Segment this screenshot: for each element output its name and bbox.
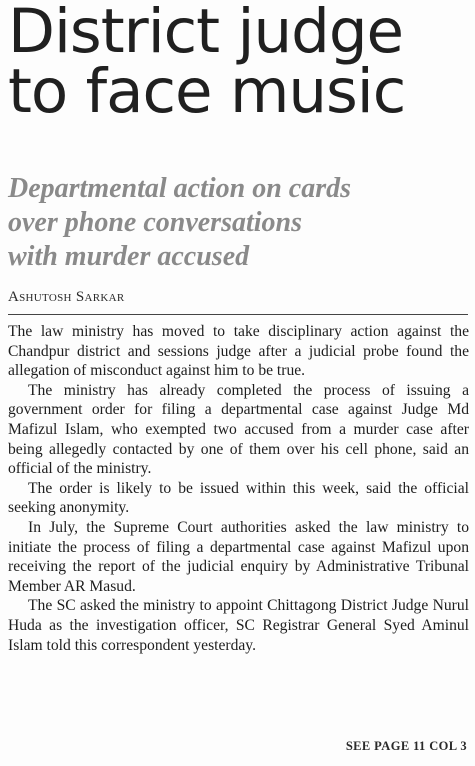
article-paragraph: The SC asked the ministry to appoint Chittagong District Judge Nurul Huda as the investigation officer, SC Registrar General Syed Aminul Islam told this correspondent yesterday.: [8, 597, 469, 654]
continuation-note: SEE PAGE 11 COL 3: [345, 739, 467, 753]
article-paragraph: The order is likely to be issued within this week, said the official seeking anonymity.: [8, 479, 469, 517]
article-paragraph: In July, the Supreme Court authorities asked the law ministry to initiate the process of filing a departmental case against Mafizul upon receiving the report of the judicial enquiry by Administrative Tribunal Member AR Masud.: [8, 518, 469, 595]
subheadline-line: Departmental action on cards: [8, 173, 352, 204]
headline-line: to face music: [8, 56, 406, 127]
byline: Ashutosh Sarkar: [8, 289, 125, 305]
article-paragraph: The ministry has already completed the process of issuing a government order for filing a departmental case against Judge Md Mafizul Islam, who exempted two accused from a murder case after being allegedly contacted by one of them over his cell phone, said an official of the ministry.: [8, 381, 469, 478]
article-body: [8, 322, 469, 655]
subheadline-line: with murder accused: [8, 241, 250, 272]
subheadline-line: over phone conversations: [8, 207, 302, 238]
headline: [8, 0, 470, 127]
byline-divider: [8, 314, 468, 315]
subheadline: [8, 172, 470, 274]
article-paragraph: The law ministry has moved to take disciplinary action against the Chandpur district and sessions judge after a judicial probe found the allegation of misconduct against him to be true.: [8, 323, 469, 380]
headline-line: District judge: [8, 0, 404, 67]
